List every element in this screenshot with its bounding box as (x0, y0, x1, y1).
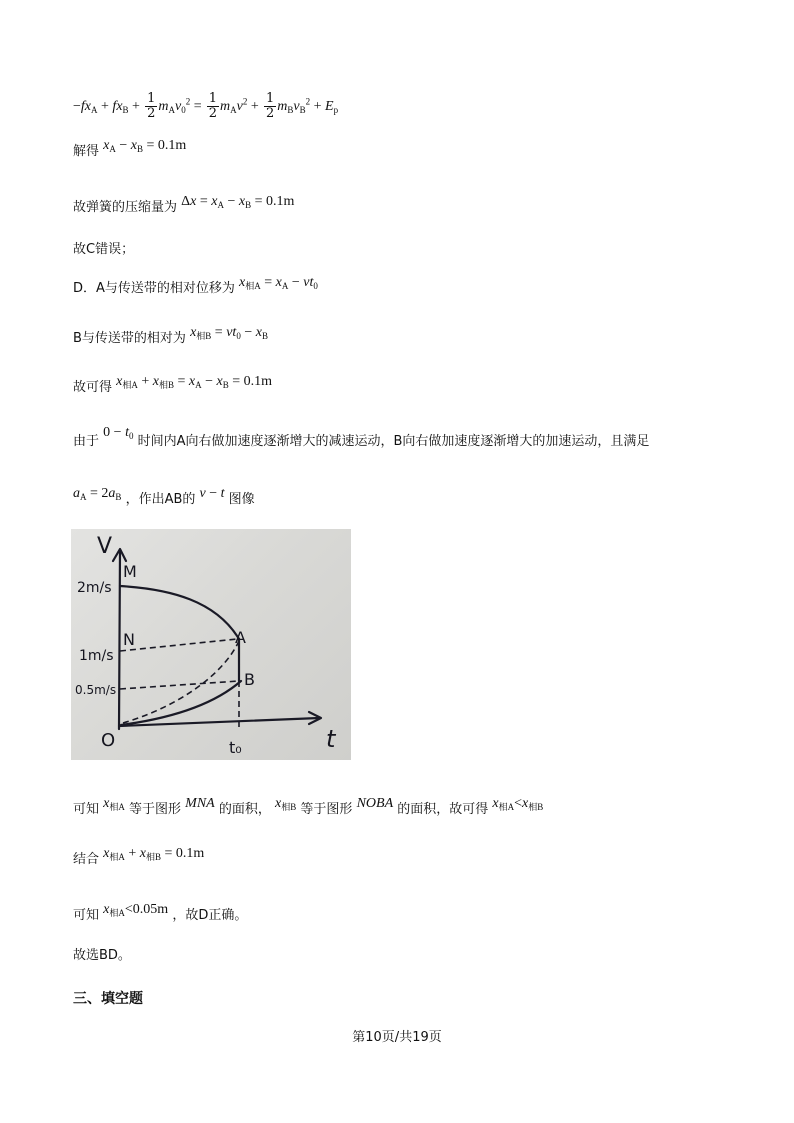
point-n-label: N (123, 630, 135, 649)
area-line (73, 798, 543, 819)
graph-line (73, 488, 255, 508)
area-shape-1: MNA (185, 796, 215, 811)
area-x-b: $x_{相B}$ (275, 796, 297, 812)
dashed-n-a (120, 639, 237, 651)
rel-a-line (73, 277, 318, 298)
conclude-expr: $x_{相A}<0.05m$ (103, 902, 169, 918)
combine-line (73, 848, 204, 869)
choose-line: 故选BD。 (73, 948, 131, 963)
area-text-1: 等于图形 (129, 802, 182, 817)
sum-expr: $x_{相A} + x_{相B} = x_A - x_B = 0.1m$ (116, 374, 273, 390)
solve-line (73, 140, 186, 160)
compress-label: 故弹簧的压缩量为 (73, 200, 178, 215)
tick-2ms: 2m/s (77, 580, 112, 596)
solve-expr: $x_A - x_B = 0.1m$ (103, 138, 187, 154)
tick-05ms: 0.5m/s (75, 683, 117, 697)
t0-label: t₀ (229, 738, 242, 757)
rel-b-line (73, 327, 268, 348)
origin-label: O (101, 730, 116, 751)
area-text-4: 的面积，故可得 (397, 802, 489, 817)
motion-interval: $0 - t_0$ (103, 425, 134, 441)
energy-equation: $-fx_A + fx_B$ + $\frac{1}{2}$ $m_Av_0^2$ = $\frac{1}{2}$ $m_Av^2$ + $\frac{1}{2}$ $m_Bv_B^2 + E_p$ (73, 91, 339, 121)
area-label-a: 可知 (73, 802, 100, 817)
tick-1ms: 1m/s (79, 648, 114, 664)
axis-t-label: t (326, 725, 336, 753)
vt-label: v − t (199, 486, 225, 501)
motion-prefix: 由于 (73, 434, 100, 449)
c-wrong-line: 故C错误； (73, 242, 135, 257)
axis-v-label: V (97, 534, 113, 559)
combine-expr: $x_{相A} + x_{相B} = 0.1m$ (103, 846, 205, 862)
dashed-05-b (120, 681, 239, 689)
point-b-label: B (244, 670, 255, 689)
combine-label: 结合 (73, 852, 100, 867)
conclude-label: 可知 (73, 908, 100, 923)
rel-b-label: B与传送带的相对为 (73, 331, 186, 346)
point-m-label: M (123, 562, 137, 581)
sum-line (73, 376, 272, 397)
area-ineq: $x_{相A}<x_{相B}$ (492, 796, 544, 812)
section-heading: 三、填空题 (73, 991, 143, 1007)
t-axis (119, 718, 319, 726)
area-shape-2: NOBA (356, 796, 394, 811)
v-axis (119, 551, 120, 729)
rel-b-expr: $x_{相B} = vt_0 - x_B$ (190, 325, 268, 341)
curve-ob (121, 681, 241, 725)
curve-ma (120, 586, 239, 639)
graph-text-a: ，作出AB的 (125, 492, 196, 507)
point-a-label: A (235, 628, 246, 647)
area-x-a: $x_{相A}$ (103, 796, 125, 812)
area-text-2: 的面积， (218, 802, 271, 817)
graph-text-b: 图像 (228, 492, 255, 507)
rel-a-expr: $x_{相A} = x_A - vt_0$ (239, 275, 318, 291)
rel-a-label: D．A与传送带的相对位移为 (73, 281, 235, 296)
page-footer: 第10页/共19页 (352, 1030, 442, 1045)
area-text-3: 等于图形 (300, 802, 353, 817)
sum-label: 故可得 (73, 380, 113, 395)
accel-relation: $a_A = 2a_B$ (73, 486, 122, 502)
compress-expr: $\Delta x = x_A - x_B = 0.1m$ (181, 194, 295, 210)
handwritten-vt-graph-photo (71, 529, 351, 760)
motion-text: 时间内A向右做加速度逐渐增大的减速运动，B向右做加速度逐渐增大的加速运动，且满足 (137, 434, 650, 449)
conclude-text: ，故D正确。 (172, 908, 248, 923)
solve-label: 解得 (73, 144, 100, 159)
conclude-line (73, 904, 247, 925)
compress-line (73, 196, 294, 216)
motion-line (73, 425, 650, 450)
